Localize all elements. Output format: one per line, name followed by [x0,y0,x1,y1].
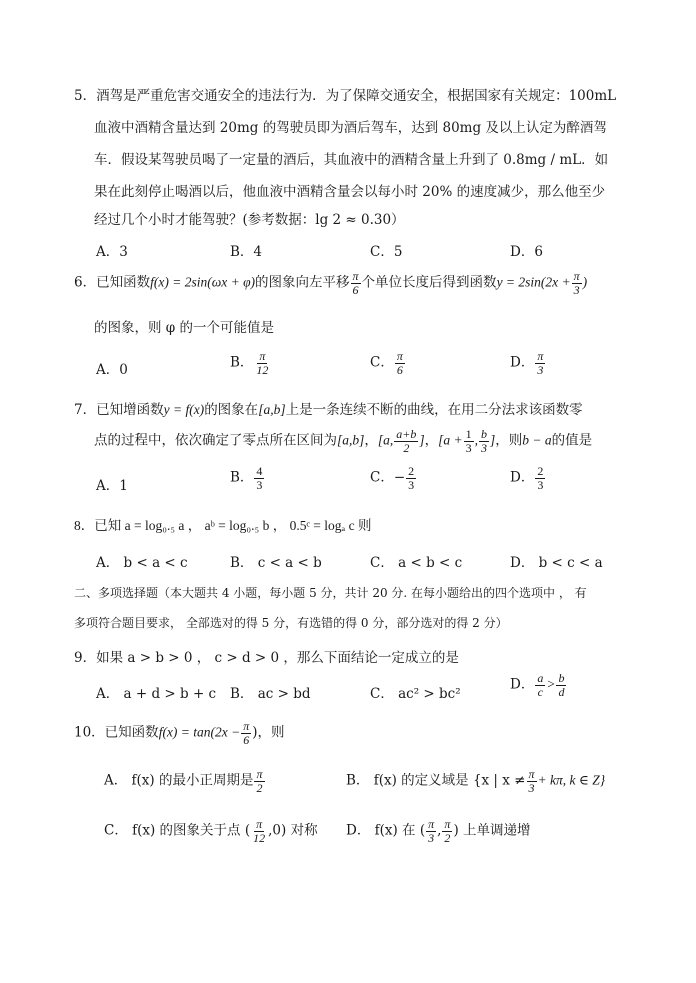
q6-pre: 6．已知函数 [74,274,151,291]
q6-option-c [370,350,406,376]
q6-option-d-den: 3 [537,362,544,377]
q5-line-4: 果在此刻停止喝酒以后，他血液中酒精含量会以每小时 20% 的速度减少，那么他至少 [94,184,606,200]
q6-shift-num: π [352,269,359,283]
q8-line: 8．已知 a = log₀.₅ a ， aᵇ = log₀.₅ b ， 0.5ᶜ = logₐ c 则 [74,518,372,533]
q7-interval-3-num-a: 1 [465,427,472,441]
q6-function-g: y = 2sin(2x + [496,274,571,290]
q8-option-d: D． b < c < a [510,555,603,571]
q6-shift-fraction [351,270,361,296]
q6-option-b-den: 12 [256,362,269,377]
q6-option-d [510,350,546,376]
q6-option-d-num: π [537,349,544,363]
q6-g-close: ) [582,274,588,290]
q10-option-d-comma: , [437,822,442,839]
q9-option-b: B． ac > bd [230,686,311,702]
q7-option-c-num: 2 [408,464,415,478]
q7-interval-3-num-b: b [481,427,488,441]
q5-option-d: D．6 [510,244,543,260]
q10-option-b-post: + kπ, k ∈ Z} [537,772,606,788]
q9-option-d-fraction-1 [535,672,545,698]
q10-option-c-num: π [256,817,263,831]
q10-fraction [241,720,251,746]
q7-sep-1: ， [364,432,378,449]
q9-option-d [510,672,567,698]
q6-option-d-label: D． [510,354,535,371]
q10-option-a-fraction [254,768,264,794]
q9-option-d-fraction-2 [556,672,566,698]
q7-sep-2: ， [424,432,439,449]
q7-option-d-fraction [535,465,545,491]
q7-line-2 [94,428,592,454]
q7-line2-a: 点的过程中，依次确定了零点所在区间为 [94,432,337,449]
q7-option-b-fraction [254,465,264,491]
q7-function: y = f(x) [163,402,205,417]
q7-interval-3-open: [a + [438,432,463,448]
q6-option-c-fraction [395,350,405,376]
q10-pre: 10．已知函数 [74,724,159,741]
q10-option-c [104,818,318,844]
q10-function: f(x) = tan(2x − [158,724,241,740]
q6-option-a: A．0 [96,362,128,378]
q9-option-a: A． a + d > b + c [96,686,217,702]
q7-interval-3-den-b: 3 [481,440,488,455]
q7-interval-3-close: ] [490,432,496,448]
q6-line-2: 的图象，则 φ 的一个可能值是 [94,320,275,336]
q8-option-b: B． c < a < b [230,555,322,571]
q7-line1-a: 7．已知增函数 [74,402,164,418]
q6-option-d-fraction [535,350,545,376]
q7-interval-2-fraction [394,428,418,454]
q10-option-d-post: ) 上单调递增 [453,822,531,839]
q10-option-b [346,768,605,794]
q10-option-c-fraction [251,818,267,844]
q6-g-den: 3 [573,282,580,297]
q8-option-a: A． b < a < c [96,555,188,571]
q6-option-c-den: 6 [396,362,403,377]
q7-interval-3-fraction-b [479,428,489,454]
q7-line1-c: 上是一条连续不断的曲线，在用二分法求该函数零 [285,402,583,418]
q6-mid2: 个单位长度后得到函数 [361,274,497,291]
q10-post: )，则 [252,724,285,741]
q10-option-b-text: B． f(x) 的定义域是 {x | x ≠ [346,772,526,789]
q7-option-b-label: B． [230,469,254,486]
q6-line-1 [74,270,587,296]
q10-option-a-num: π [256,767,263,781]
q7-option-d-num: 2 [537,464,544,478]
q7-option-d-den: 3 [537,477,544,492]
q5-line-5: 经过几个小时才能驾驶？(参考数据：lg 2 ≈ 0.30） [94,212,405,228]
q7-interval-3-den-a: 3 [465,440,472,455]
section-2-line-1: 二、多项选择题（本大题共 4 小题，每小题 5 分，共计 20 分. 在每小题给出的四个选项中 ， 有 [74,586,587,600]
q7-option-c-label: C．− [370,469,406,486]
q9-option-d-den-1: c [537,684,543,699]
q6-option-b-num: π [259,349,266,363]
q10-option-b-den: 3 [528,780,535,795]
q7-option-d-label: D． [510,469,535,486]
q7-option-c-fraction [406,465,416,491]
q7-option-a: A．1 [96,478,128,494]
q6-option-b-fraction [254,350,270,376]
q10-option-a-text: A． f(x) 的最小正周期是 [104,772,254,789]
q5-option-c: C．5 [370,244,403,260]
q7-b-minus-a: b − a [522,432,552,448]
q6-option-c-label: C． [370,354,394,371]
q9-line: 9．如果 a > b > 0 ， c > d > 0 ，那么下面结论一定成立的是 [74,650,459,666]
q5-option-a: A．3 [96,244,128,260]
q7-interval-2-close: ] [419,432,425,448]
q10-den: 6 [243,732,250,747]
q7-line1-b: 的图象在 [204,402,259,418]
q7-option-d [510,465,546,491]
section-2-line-2: 多项符合题目要求， 全部选对的得 5 分，有选错的得 0 分，部分选对的得 2 分） [74,616,508,630]
q6-function-f: f(x) = 2sin(ωx + φ) [150,274,256,290]
q10-line [74,720,285,746]
q5-option-b: B．4 [230,244,263,260]
q6-g-fraction [572,270,582,296]
q10-option-d-den-1: 3 [428,830,435,845]
q6-option-b-label: B． [230,354,254,371]
q6-option-b [230,350,271,376]
q10-option-a-den: 2 [256,780,263,795]
q6-mid1: 的图象向左平移 [255,274,350,291]
q9-option-d-den-2: d [558,684,565,699]
q6-option-c-num: π [396,349,403,363]
q10-option-c-den: 12 [253,830,266,845]
q10-option-a [104,768,266,794]
q9-option-c: C． ac² > bc² [370,686,461,702]
q7-line2-c: 的值是 [551,432,593,449]
q7-line2-b: ，则 [495,432,523,449]
q10-option-d-num-1: π [428,817,435,831]
q7-interval-3-comma: , [474,432,479,448]
q7-option-c [370,465,417,491]
q9-option-d-num-1: a [537,671,544,685]
q10-option-c-text: C． f(x) 的图象关于点 ( [104,822,251,839]
q5-line-2: 血液中酒精含量达到 20mg 的驾驶员即为酒后驾车，达到 80mg 及以上认定为醉酒驾 [94,120,607,136]
q7-option-b [230,465,265,491]
q10-num: π [243,719,250,733]
q6-g-num: π [573,269,580,283]
q9-option-d-gt: > [546,676,556,692]
q10-option-d-fraction-1 [426,818,436,844]
q10-option-d-den-2: 2 [444,830,451,845]
q10-option-d-fraction-2 [442,818,452,844]
q5-line-1: 5．酒驾是严重危害交通安全的违法行为．为了保障交通安全，根据国家有关规定：100mL [74,88,617,104]
q10-option-d-text: D． f(x) 在 ( [346,822,426,839]
q10-option-d-num-2: π [444,817,451,831]
q10-option-d [346,818,531,844]
q7-interval-ab: [a,b] [258,402,286,417]
q7-option-b-num: 4 [256,464,263,478]
q7-interval-1: [a,b] [337,432,365,448]
q10-option-c-post: ,0) 对称 [268,822,318,839]
q10-option-b-fraction [527,768,537,794]
q5-line-3: 车．假设某驾驶员喝了一定量的酒后，其血液中的酒精含量上升到了 0.8mg / mL．如 [94,152,609,168]
q9-option-d-num-2: b [558,671,565,685]
q7-interval-3-fraction-a [464,428,474,454]
q7-option-c-den: 3 [408,477,415,492]
q8-option-c: C． a < b < c [370,555,463,571]
q7-interval-2-den: 2 [403,440,410,455]
q7-line-1 [74,398,583,418]
q7-interval-2-num: a+b [396,427,417,441]
q10-option-b-num: π [528,767,535,781]
q7-interval-2-open: [a, [377,432,394,448]
q7-option-b-den: 3 [256,477,263,492]
q9-option-d-label: D． [510,676,535,693]
q6-shift-den: 6 [352,282,359,297]
